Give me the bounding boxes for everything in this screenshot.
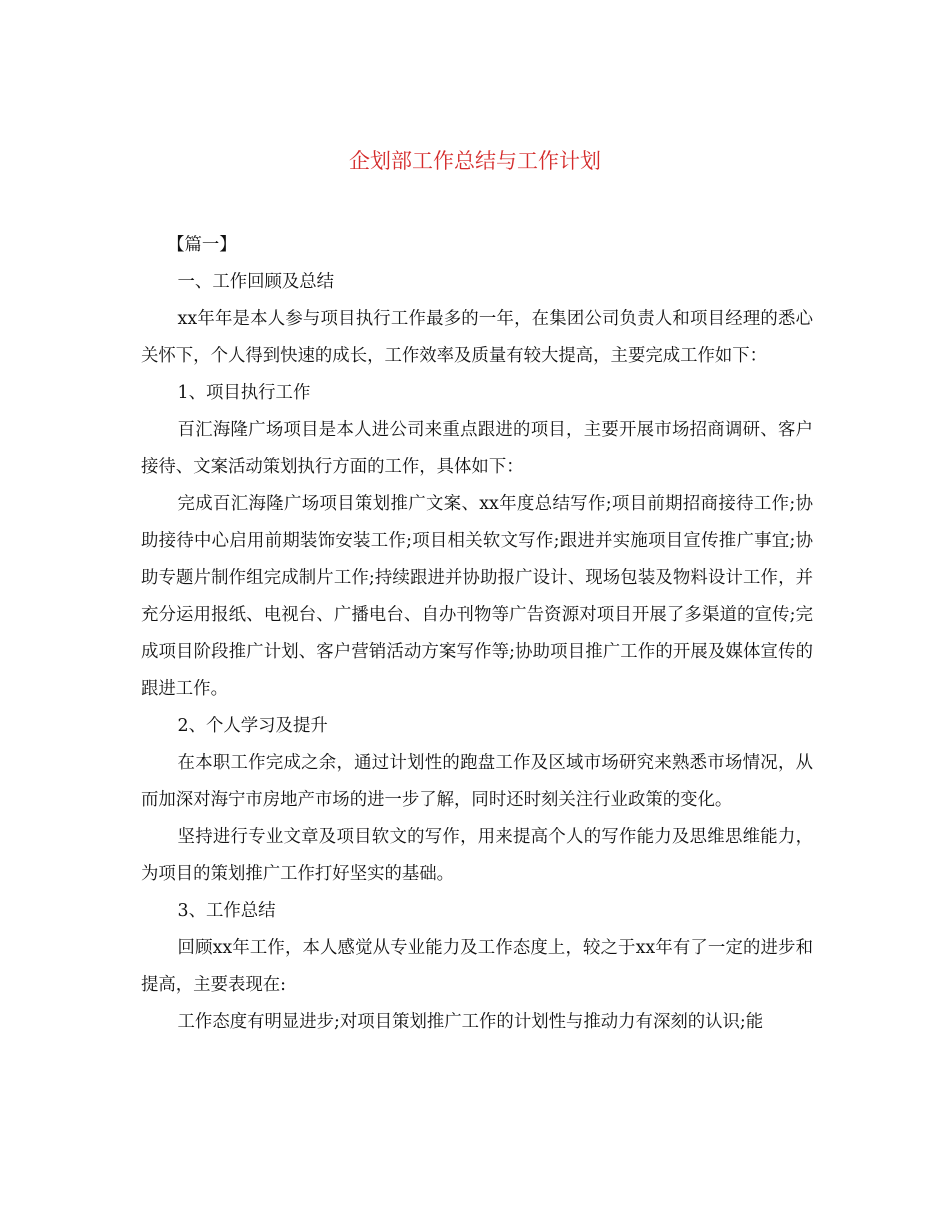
paragraph-intro: xx年年是本人参与项目执行工作最多的一年，在集团公司负责人和项目经理的悉心关怀下，个人得到快速的成长，工作效率及质量有较大提高，主要完成工作如下： xyxy=(141,309,813,366)
document-title: 企划部工作总结与工作计划 xyxy=(349,149,601,173)
paragraph-project-overview: 百汇海隆广场项目是本人进公司来重点跟进的项目，主要开展市场招商调研、客户接待、文案活动策划执行方面的工作，具体如下： xyxy=(141,420,813,477)
heading-personal-learning: 2、个人学习及提升 xyxy=(177,716,328,736)
paragraph-attitude: 工作态度有明显进步;对项目策划推广工作的计划性与推动力有深刻的认识;能 xyxy=(177,1012,764,1032)
heading-project-execution: 1、项目执行工作 xyxy=(177,383,311,403)
section-marker: 【篇一】 xyxy=(167,235,237,255)
document-body xyxy=(141,227,813,1041)
paragraph-writing-practice: 坚持进行专业文章及项目软文的写作，用来提高个人的写作能力及思维思维能力，为项目的策划推广工作打好坚实的基础。 xyxy=(141,827,813,884)
paragraph-project-details: 完成百汇海隆广场项目策划推广文案、xx年度总结写作;项目前期招商接待工作;协助接待中心启用前期装饰安装工作;项目相关软文写作;跟进并实施项目宣传推广事宜;协助专题片制作组完成制片工作;持续跟进并协助报广设计、现场包装及物料设计工作，并充分运用报纸、电视台、广播电台、自办刊物等广告资源对项目开展了多渠道的宣传;完成项目阶段推广计划、客户营销活动方案写作等;协助项目推广工作的开展及媒体宣传的跟进工作。 xyxy=(141,494,813,699)
paragraph-market-study: 在本职工作完成之余，通过计划性的跑盘工作及区域市场研究来熟悉市场情况，从而加深对海宁市房地产市场的进一步了解，同时还时刻关注行业政策的变化。 xyxy=(141,753,813,810)
heading-review: 一、工作回顾及总结 xyxy=(177,272,335,292)
heading-work-summary: 3、工作总结 xyxy=(177,901,276,921)
paragraph-review-year: 回顾xx年工作，本人感觉从专业能力及工作态度上，较之于xx年有了一定的进步和提高，主要表现在: xyxy=(141,938,813,995)
